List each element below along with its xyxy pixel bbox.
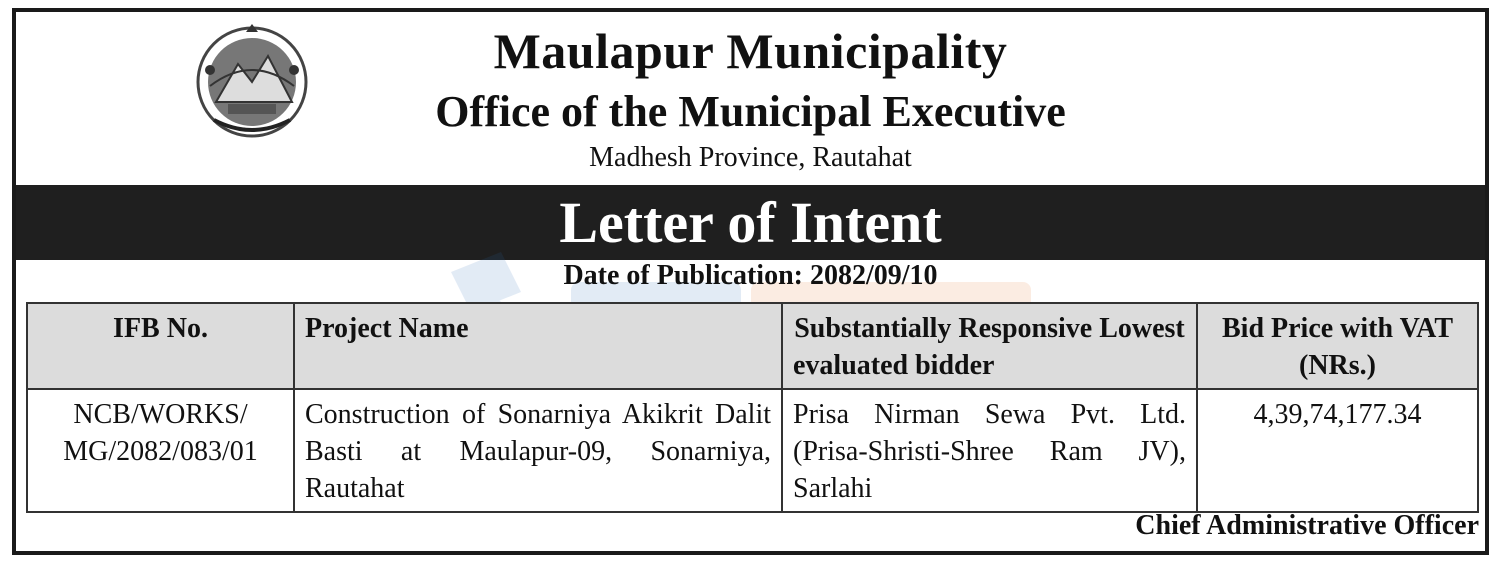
table-header-row	[27, 303, 1478, 389]
cell-bid-price: 4,39,74,177.34	[1197, 389, 1478, 512]
column-header-project-name: Project Name	[294, 303, 782, 389]
table-row	[27, 389, 1478, 512]
column-header-bid-price: Bid Price with VAT (NRs.)	[1197, 303, 1478, 389]
office-name: Office of the Municipal Executive	[435, 87, 1066, 136]
cell-ifb-no: NCB/WORKS/ MG/2082/083/01	[27, 389, 294, 512]
publication-date: Date of Publication: 2082/09/10	[563, 260, 938, 291]
signatory-title: Chief Administrative Officer	[1135, 510, 1479, 541]
notice-title: Letter of Intent	[16, 185, 1485, 260]
bid-results-table	[26, 302, 1479, 513]
municipality-name: Maulapur Municipality	[493, 23, 1008, 79]
cell-project-name: Construction of Sonarniya Akikrit Dalit Basti at Maulapur-09, Sonarniya, Rautahat	[294, 389, 782, 512]
cell-bidder: Prisa Nirman Sewa Pvt. Ltd. (Prisa-Shristi-Shree Ram JV), Sarlahi	[782, 389, 1197, 512]
notice-frame	[12, 8, 1489, 555]
column-header-bidder: Substantially Responsive Lowest evaluated bidder	[782, 303, 1197, 389]
column-header-ifb-no: IFB No.	[27, 303, 294, 389]
location-line: Madhesh Province, Rautahat	[589, 142, 912, 173]
